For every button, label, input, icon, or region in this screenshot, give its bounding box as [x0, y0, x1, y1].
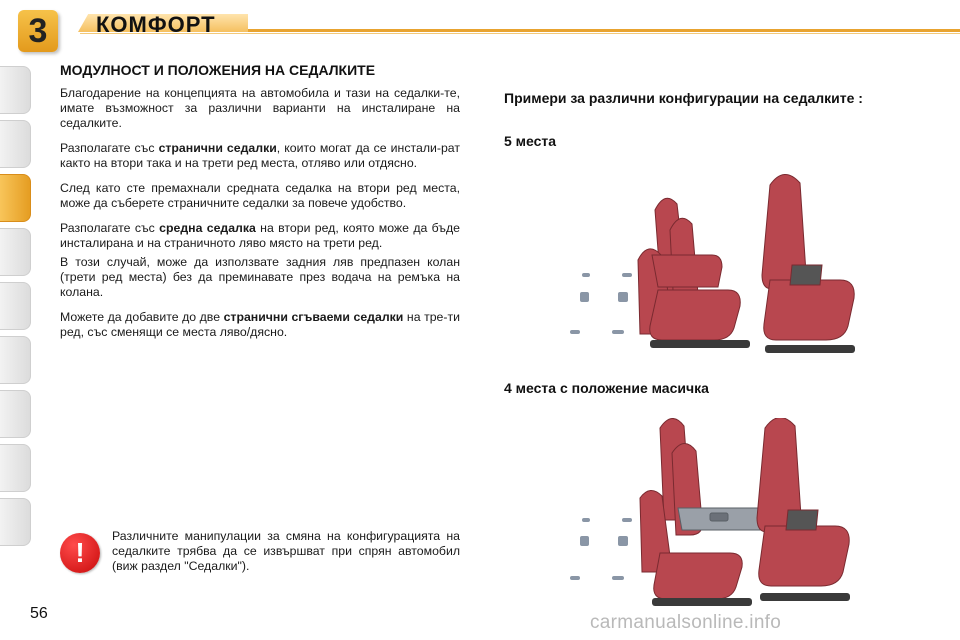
side-tab-3-active[interactable]	[0, 174, 31, 222]
p4-post: на втори ред, която може да бъде инсталирана и на страничното ляво място на трети ред.	[60, 221, 461, 250]
config-4-seats-table-title: 4 места с положение масичка	[504, 380, 709, 396]
config-5-seats-title: 5 места	[504, 133, 557, 149]
section-title: МОДУЛНОСТ И ПОЛОЖЕНИЯ НА СЕДАЛКИТЕ	[60, 62, 376, 78]
paragraph-2	[60, 141, 460, 171]
chapter-side-tabs	[0, 66, 34, 552]
p2-pre: Разполагате със	[60, 141, 159, 155]
p6-bold: странични сгъваеми седалки	[223, 310, 404, 324]
paragraph-4	[60, 221, 460, 251]
paragraph-5: В този случай, може да използвате задния ляв предпазен колан (трети ред места) без да преминавате през водача на ремъка на колана.	[60, 255, 460, 299]
side-tab-2[interactable]	[0, 120, 31, 168]
p6-pre: Можете да добавите до две	[60, 310, 224, 324]
examples-title: Примери за различни конфигурации на седалките :	[504, 90, 863, 106]
folded-table-seat	[678, 508, 764, 530]
page-number: 56	[30, 605, 48, 622]
side-tab-5[interactable]	[0, 282, 31, 330]
floor-markers	[570, 518, 632, 580]
chapter-title: КОМФОРТ	[96, 12, 216, 37]
p4-pre: Разполагате със	[60, 221, 160, 235]
rear-seat-group	[638, 198, 740, 340]
body-text	[60, 86, 460, 350]
paragraph-1: Благодарение на концепцията на автомобила и тази на седалки-те, имате възможност за различни варианти на инсталиране на седалките.	[60, 86, 460, 130]
paragraph-3: След като сте премахнали средната седалка на втори ред места, може да съберете страничните седалки за повече удобство.	[60, 181, 460, 210]
side-tab-8[interactable]	[0, 444, 31, 492]
side-tab-7[interactable]	[0, 390, 31, 438]
seat-layout-5-illustration	[560, 170, 870, 365]
side-tab-1[interactable]	[0, 66, 31, 114]
p6-post: на тре-ти ред, със сменящи се места ляво/дясно.	[60, 310, 460, 339]
p2-bold: странични седалки	[158, 141, 277, 155]
p2-post: , които могат да се инстали-рат както на втори така и на трети ред места, отляво или отдясно.	[60, 141, 460, 170]
side-tab-9[interactable]	[0, 498, 31, 546]
front-seat	[762, 174, 854, 340]
warning-text: Различните манипулации за смяна на конфигурацията на седалките трябва да се извършват при спрян автомобил (виж раздел "Седалки").	[112, 529, 460, 573]
front-seat	[757, 418, 849, 586]
floor-markers	[570, 273, 632, 334]
p4-bold: средна седалка	[159, 221, 256, 235]
chapter-header	[0, 0, 960, 56]
seat-layout-4-table-illustration	[560, 418, 870, 613]
chapter-number-badge: 3	[18, 10, 58, 52]
side-tab-4[interactable]	[0, 228, 31, 276]
watermark: carmanualsonline.info	[590, 612, 782, 633]
side-tab-6[interactable]	[0, 336, 31, 384]
paragraph-6	[60, 310, 460, 340]
warning-icon: !	[60, 533, 100, 573]
